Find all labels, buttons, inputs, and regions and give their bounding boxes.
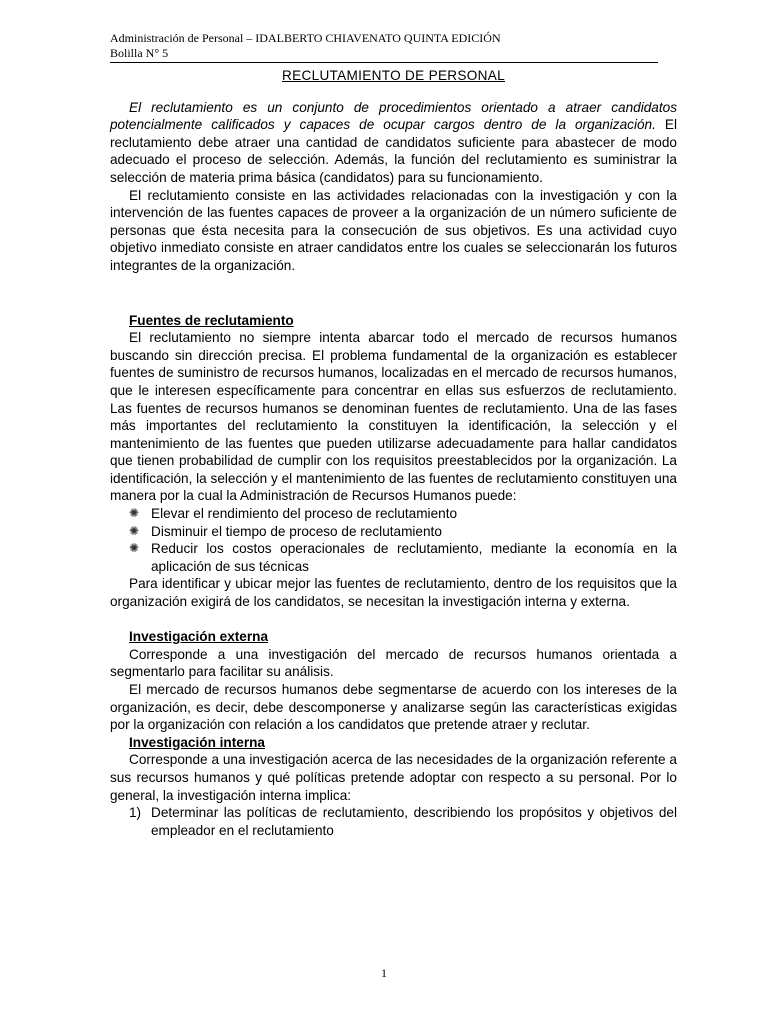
externa-paragraph-1: Corresponde a una investigación del mercado de recursos humanos orientada a segmentarlo para facilitar su análisis.: [110, 646, 677, 680]
running-header: [110, 31, 658, 63]
list-item: [110, 804, 677, 839]
asterisk-bullet-icon: ✺: [129, 541, 140, 556]
fuentes-benefits-list: [110, 505, 677, 575]
intro-paragraph-1-rest: El reclutamiento debe atraer una cantidad de candidatos suficiente para abastecer de modo adecuado el proceso de selección. Además, la función del reclutamiento es suministrar la selección de materia prima básica (candidatos) para su funcionamiento.: [110, 117, 677, 185]
list-item: [110, 540, 677, 575]
header-unit: Bolilla N° 5: [110, 46, 169, 60]
header-book-title: Administración de Personal – IDALBERTO CHIAVENATO QUINTA EDICIÓN: [110, 31, 501, 45]
list-item: [110, 523, 677, 541]
interna-numbered-list: [110, 804, 677, 839]
list-item: [110, 505, 677, 523]
intro-definition: El reclutamiento es un conjunto de procedimientos orientado a atraer candidatos potencialmente calificados y capaces de ocupar cargos dentro de la organización.: [110, 99, 677, 133]
list-item-text: Reducir los costos operacionales de reclutamiento, mediante la economía en la aplicación de sus técnicas: [151, 541, 677, 574]
page-number: 1: [381, 966, 387, 980]
asterisk-bullet-icon: ✺: [129, 506, 140, 521]
section-spacer: [110, 611, 677, 629]
fuentes-paragraph-1: El reclutamiento no siempre intenta abarcar todo el mercado de recursos humanos buscando sin dirección precisa. El problema fundamental de la organización es establecer fuentes de suministro de recursos humanos, localizadas en el mercado de recursos humanos, que le interesen específicamente para concentrar en ellas sus esfuerzos de reclutamiento. Las fuentes de recursos humanos se denominan fuentes de reclutamiento. Una de las fases más importantes del reclutamiento la constituyen la identificación, la selección y el mantenimiento de las fuentes que pueden utilizarse adecuadamente para hallar candidatos que tienen probabilidad de cumplir con los requisitos preestablecidos por la organización. La identificación, la selección y el mantenimiento de las fuentes de reclutamiento constituyen una manera por la cual la Administración de Recursos Humanos puede:: [110, 330, 677, 504]
document-title: RECLUTAMIENTO DE PERSONAL: [281, 68, 506, 83]
intro-paragraph-2: El reclutamiento consiste en las actividades relacionadas con la investigación y con la intervención de las fuentes capaces de proveer a la organización de un número suficiente de personas que ésta necesita para la consecución de sus objetivos. Es una actividad cuyo objetivo inmediato consiste en atraer candidatos entre los cuales se seleccionarán los futuros integrantes de la organización.: [110, 187, 677, 273]
list-item-number: 1): [129, 805, 142, 821]
section-spacer: [110, 275, 677, 312]
section-heading-interna: Investigación interna: [129, 734, 265, 750]
asterisk-bullet-icon: ✺: [129, 523, 140, 538]
intro-paragraph-1: [110, 99, 677, 187]
fuentes-paragraph-2: Para identificar y ubicar mejor las fuentes de reclutamiento, dentro de los requisitos que la organización exigirá de los candidatos, se necesitan la investigación interna y externa.: [110, 576, 677, 610]
list-item-text: Disminuir el tiempo de proceso de reclutamiento: [151, 523, 442, 539]
list-item-text: Determinar las políticas de reclutamiento, describiendo los propósitos y objetivos del empleador en el reclutamiento: [151, 805, 677, 838]
list-item-text: Elevar el rendimiento del proceso de reclutamiento: [151, 506, 458, 522]
externa-paragraph-2: El mercado de recursos humanos debe segmentarse de acuerdo con los intereses de la organización, es decir, debe descomponerse y analizarse según las características exigidas por la organización con relación a los candidatos que pretende atraer y reclutar.: [110, 682, 677, 733]
document-body: [110, 67, 677, 839]
interna-paragraph-1: Corresponde a una investigación acerca de las necesidades de la organización referente a sus recursos humanos y qué políticas pretende adoptar con respecto a su personal. Por lo general, la investigación interna implica:: [110, 752, 677, 803]
section-heading-externa: Investigación externa: [129, 629, 269, 645]
section-heading-fuentes: Fuentes de reclutamiento: [129, 312, 294, 328]
